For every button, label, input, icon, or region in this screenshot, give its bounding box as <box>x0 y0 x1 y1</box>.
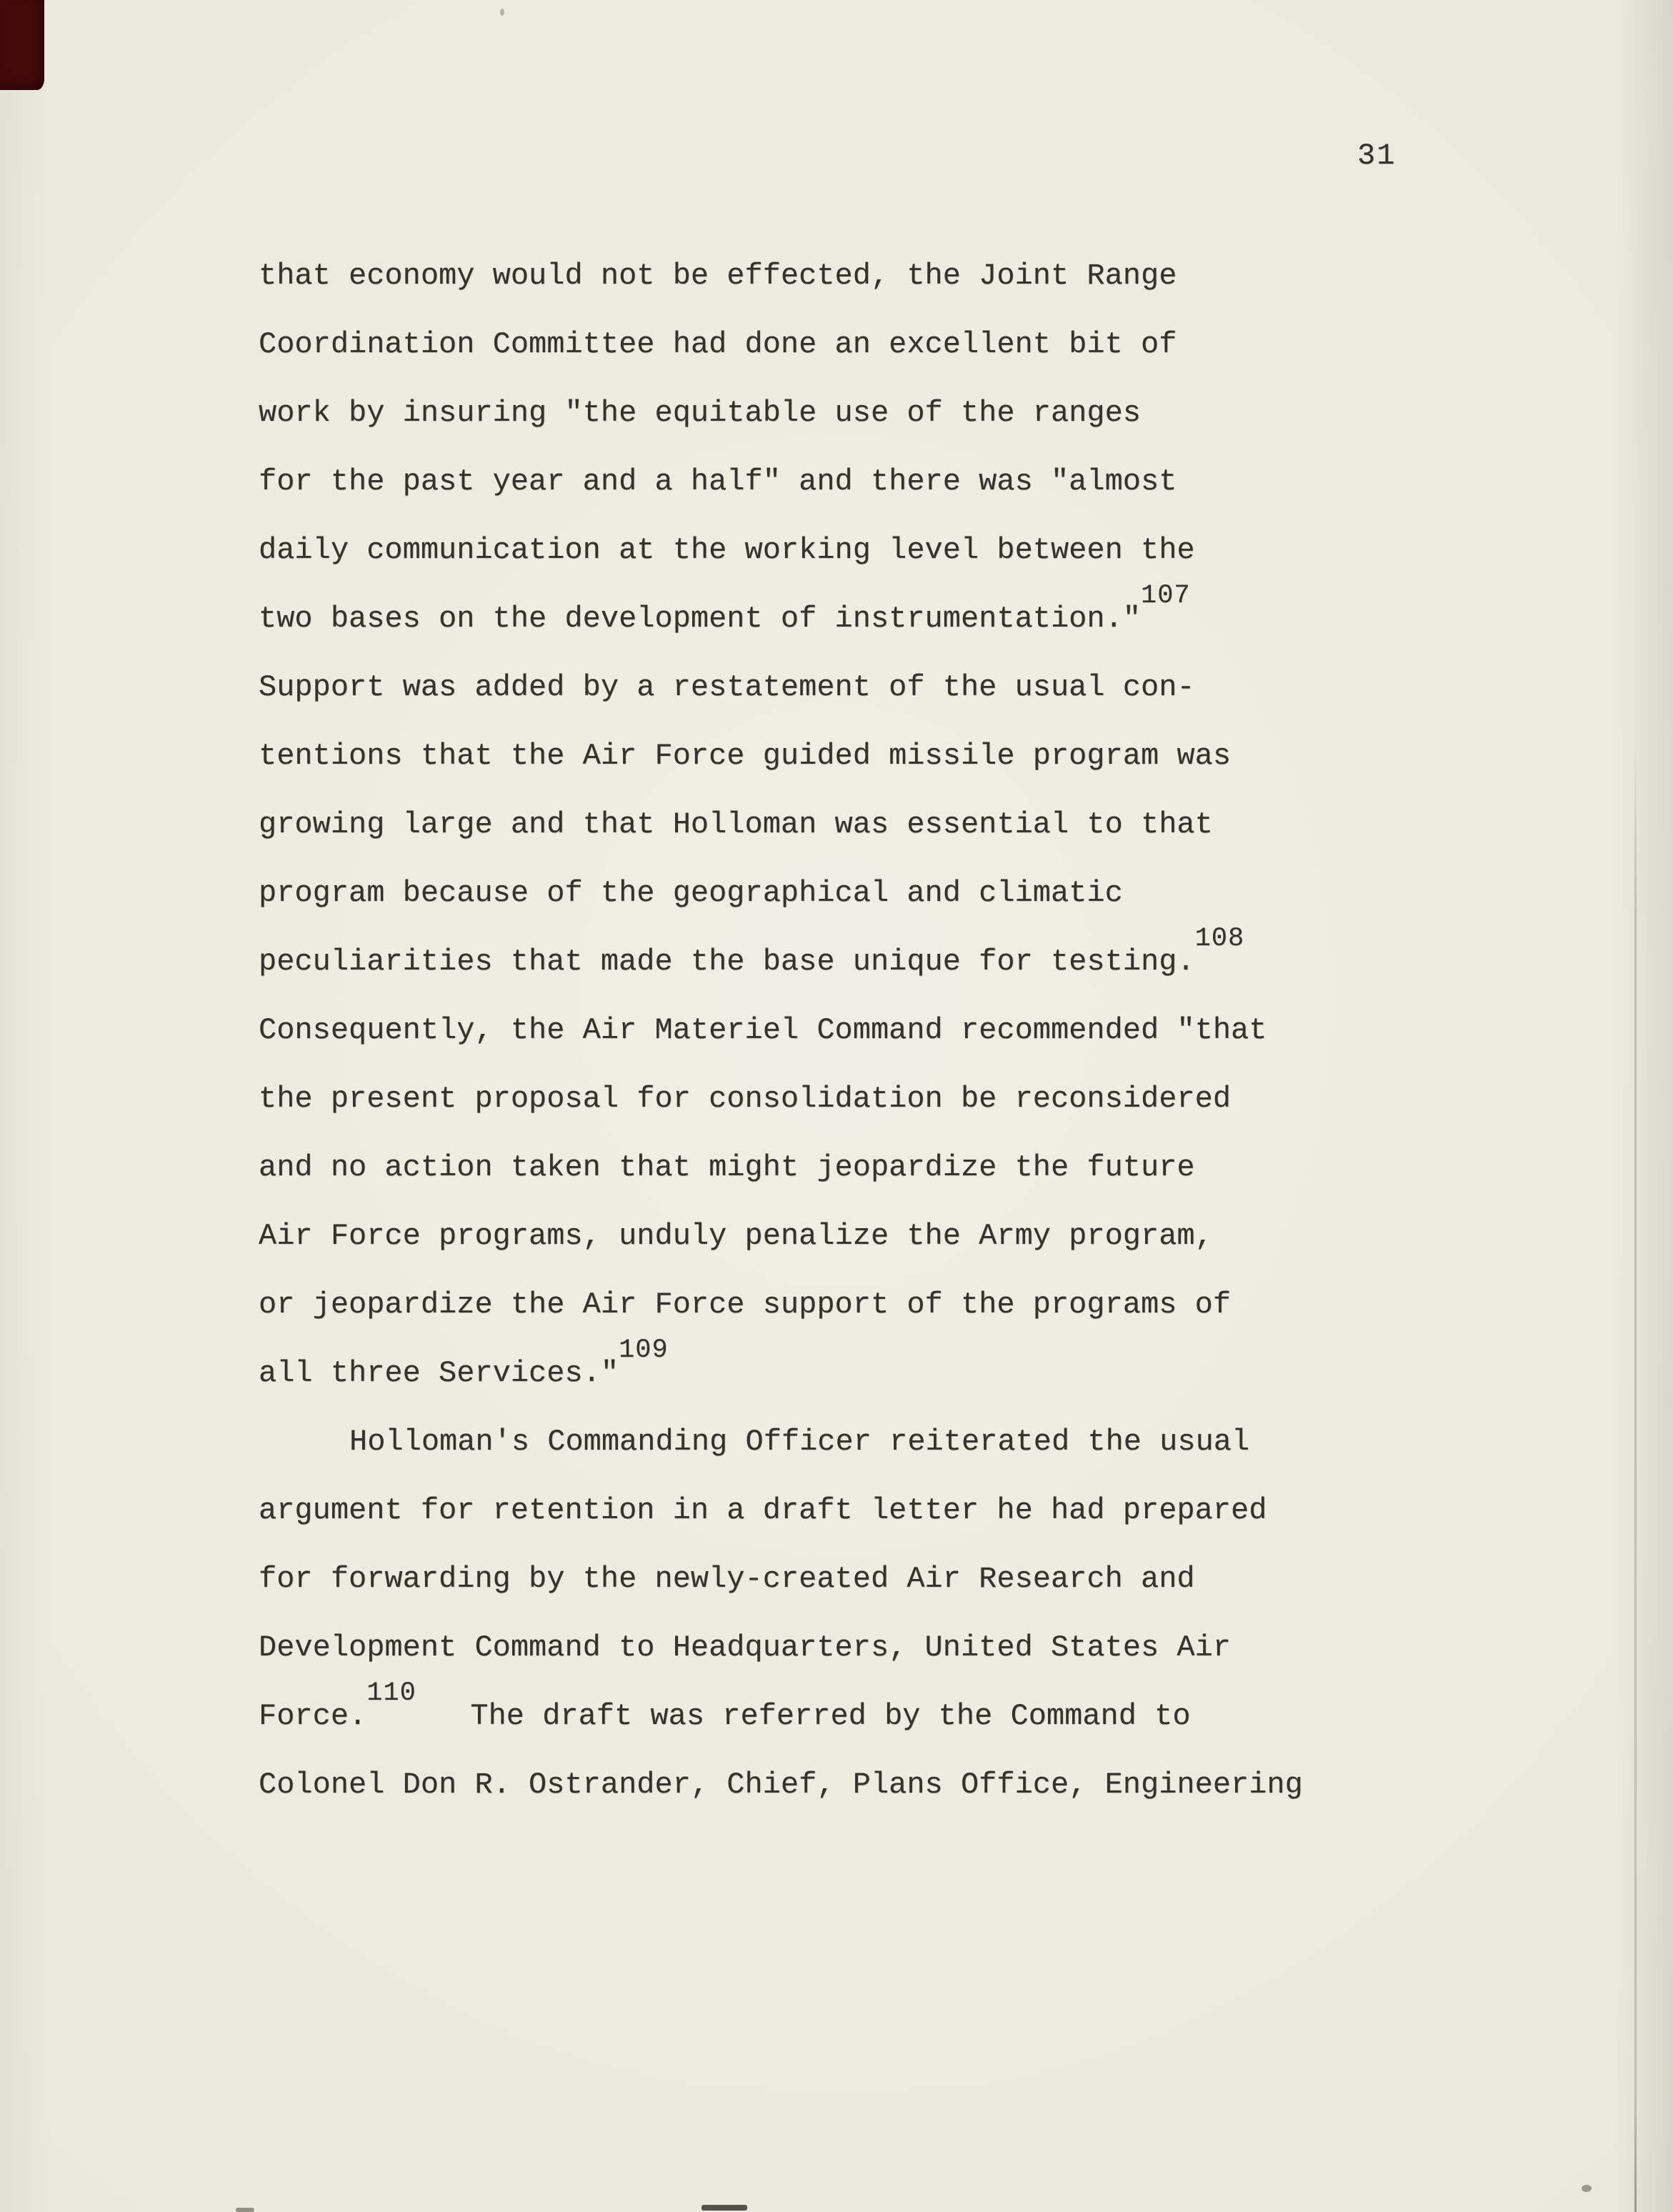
text-line: growing large and that Holloman was essential to that <box>259 807 1213 842</box>
text-line: Colonel Don R. Ostrander, Chief, Plans Office, Engineering <box>259 1768 1303 1802</box>
scan-speck <box>701 2205 747 2211</box>
text-line: the present proposal for consolidation be reconsidered <box>259 1082 1232 1116</box>
text-line: tentions that the Air Force guided missile program was <box>259 739 1232 773</box>
paper-edge-line <box>1634 736 1637 2212</box>
text-line: daily communication at the working level between the <box>259 533 1195 567</box>
body-text <box>259 232 1416 1810</box>
footnote-ref: 109 <box>619 1335 669 1365</box>
scan-corner-mark <box>0 0 44 90</box>
text-line: two bases on the development of instrumentation."$^{107}$ <box>259 580 1191 636</box>
footnote-ref: 108 <box>1194 923 1245 954</box>
page-number: 31 <box>1357 139 1397 173</box>
text-line: program because of the geographical and climatic <box>259 876 1123 910</box>
text-line: Air Force programs, unduly penalize the Army program, <box>259 1219 1213 1253</box>
scan-speck <box>1582 2185 1592 2192</box>
text-line: all three Services."$^{109}$ <box>259 1335 669 1390</box>
text-line: argument for retention in a draft letter he had prepared <box>259 1493 1267 1528</box>
text-line: for forwarding by the newly-created Air Research and <box>259 1562 1195 1596</box>
scan-speck <box>236 2208 254 2212</box>
scan-speck <box>500 9 504 16</box>
text-line: Coordination Committee had done an excellent bit of <box>259 327 1177 362</box>
text-line: peculiarities that made the base unique for testing.$^{108}$ <box>259 923 1245 979</box>
text-line: Consequently, the Air Materiel Command recommended "that <box>259 1013 1267 1047</box>
text-line: that economy would not be effected, the Joint Range <box>259 259 1177 293</box>
footnote-ref: 110 <box>366 1678 416 1708</box>
text-line: or jeopardize the Air Force support of the programs of <box>259 1287 1232 1322</box>
text-line: and no action taken that might jeopardize the future <box>259 1150 1195 1185</box>
text-line: work by insuring "the equitable use of the ranges <box>259 396 1142 430</box>
text-line: Development Command to Headquarters, United States Air <box>259 1630 1232 1665</box>
text-line: Support was added by a restatement of the usual con- <box>259 670 1195 704</box>
footnote-ref: 107 <box>1141 580 1191 611</box>
text-line: Force.$^{110}$ The draft was referred by the Command to <box>259 1678 1191 1733</box>
text-line: for the past year and a half" and there was "almost <box>259 464 1177 499</box>
text-line: Holloman's Commanding Officer reiterated the usual <box>349 1425 1250 1459</box>
